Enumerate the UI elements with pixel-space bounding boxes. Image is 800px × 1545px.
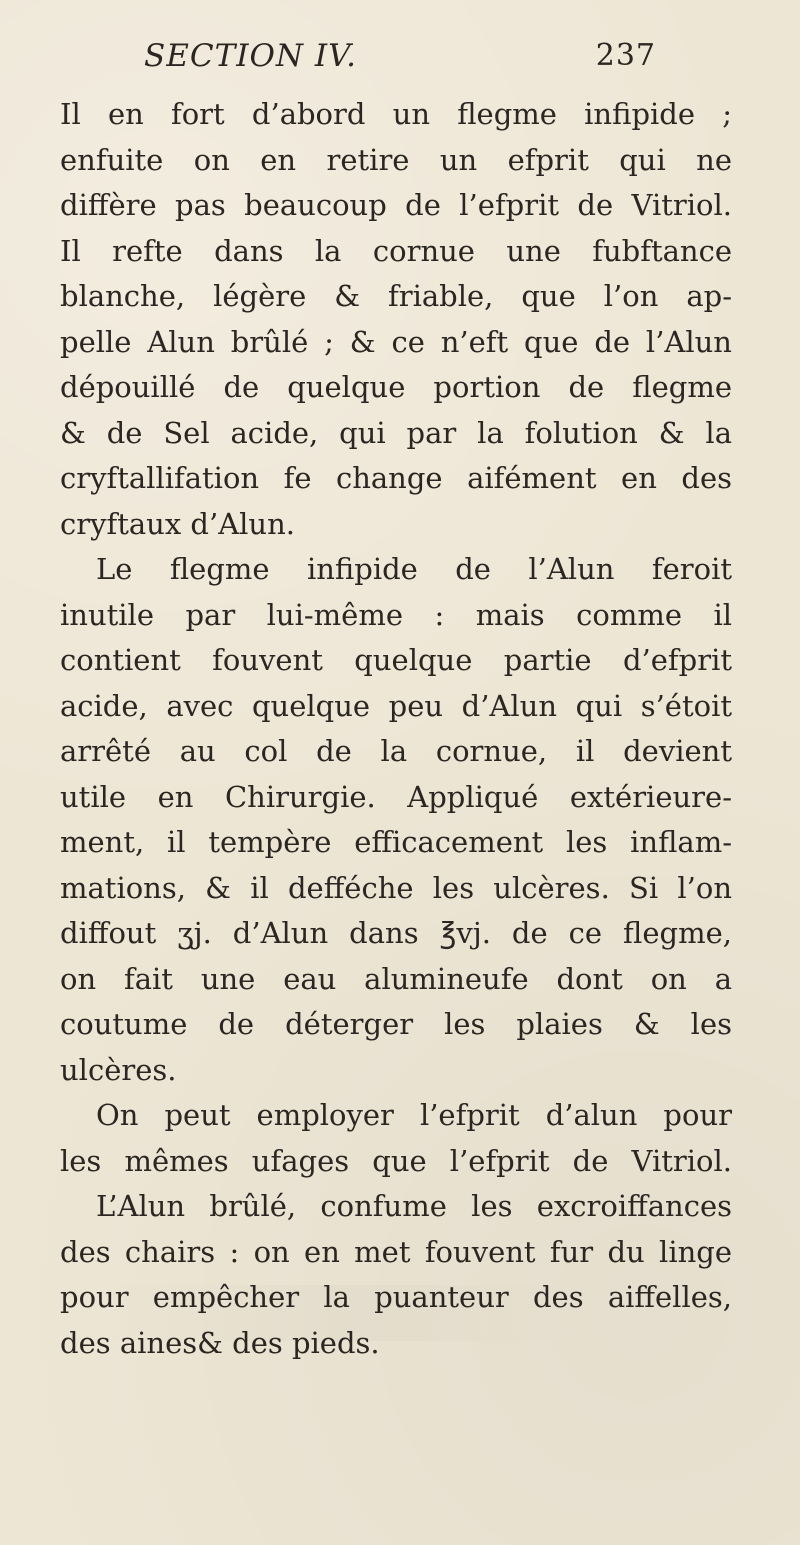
- paragraph-start-line: On peut employer l’efprit d’alun pour: [96, 1098, 732, 1132]
- body-text: [60, 92, 732, 1366]
- text-line: pelle Alun brûlé ; & ce n’eft que de l’Alun: [60, 324, 732, 359]
- text-line: pour empêcher la puanteur des aiffelles,: [60, 1280, 732, 1314]
- text-line: des chairs : on en met fouvent fur du linge: [60, 1234, 732, 1269]
- text-line: Il refte dans la cornue une fubftance: [60, 233, 732, 268]
- text-line: diffout ʒj. d’Alun dans ℥vj. de ce flegme,: [60, 916, 732, 950]
- text-line: Il en fort d’abord un flegme infipide ;: [60, 97, 732, 131]
- text-line: diffère pas beaucoup de l’efprit de Vitriol.: [60, 188, 732, 222]
- text-line: contient fouvent quelque partie d’efprit: [60, 643, 732, 677]
- text-line: les mêmes ufages que l’efprit de Vitriol.: [60, 1143, 732, 1178]
- text-line: coutume de déterger les plaies & les: [60, 1007, 732, 1041]
- page-number: 237: [595, 38, 656, 73]
- running-title: SECTION IV.: [144, 38, 357, 74]
- text-line: cryftallifation fe change aifément en des: [60, 461, 732, 495]
- text-line: ulcères.: [60, 1052, 177, 1087]
- text-line: acide, avec quelque peu d’Alun qui s’étoit: [60, 688, 732, 723]
- text-line: cryftaux d’Alun.: [60, 506, 295, 541]
- text-line: ment, il tempère efficacement les inflam-: [60, 825, 732, 859]
- text-line: des aines& des pieds.: [60, 1325, 380, 1360]
- text-line: mations, & il defféche les ulcères. Si l’on: [60, 870, 732, 905]
- text-line: arrêté au col de la cornue, il devient: [60, 734, 732, 768]
- text-line: blanche, légère & friable, que l’on ap-: [60, 279, 732, 313]
- paragraph-start-line: L’Alun brûlé, confume les excroiffances: [96, 1189, 732, 1223]
- page-header: [144, 38, 656, 90]
- text-line: utile en Chirurgie. Appliqué extérieure-: [60, 779, 732, 814]
- text-line: & de Sel acide, qui par la folution & la: [60, 415, 732, 450]
- faint-bleed-through: [86, 1285, 606, 1341]
- text-line: dépouillé de quelque portion de flegme: [60, 370, 732, 404]
- text-line: inutile par lui-même : mais comme il: [60, 597, 732, 632]
- text-line: on fait une eau alumineufe dont on a: [60, 961, 732, 996]
- paragraph-start-line: Le flegme infipide de l’Alun feroit: [96, 552, 732, 586]
- text-line: enfuite on en retire un efprit qui ne: [60, 142, 732, 177]
